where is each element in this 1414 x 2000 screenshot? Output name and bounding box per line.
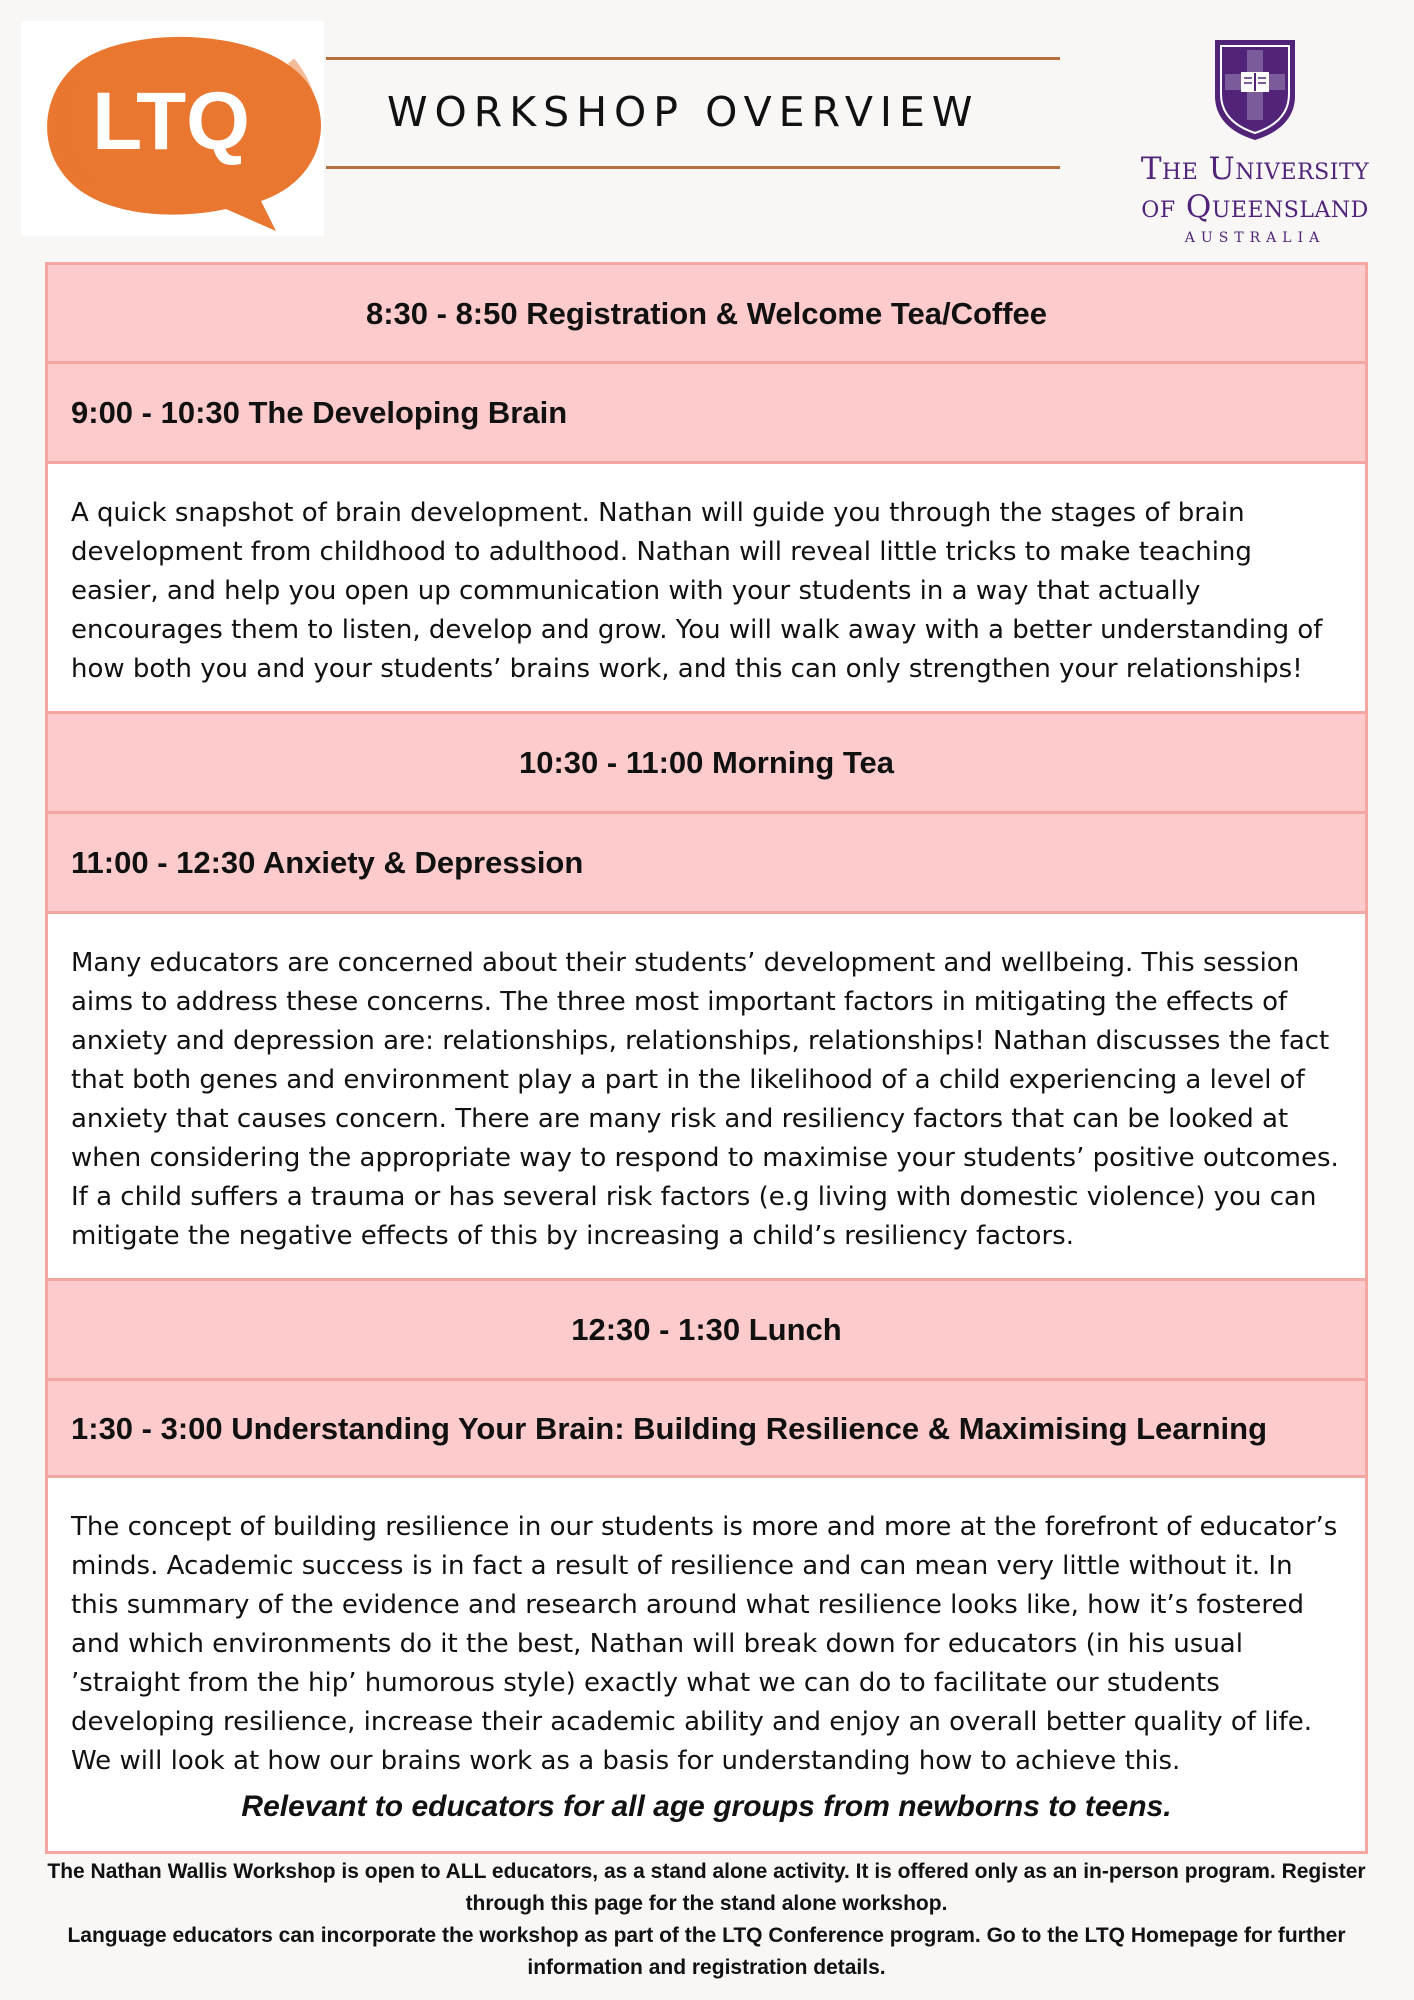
session-title: 1:30 - 3:00 Understanding Your Brain: Building Resilience & Maximising Learning bbox=[71, 1410, 1268, 1446]
uq-crest-icon bbox=[1211, 36, 1299, 142]
uq-name-line2: of Queensland bbox=[1141, 189, 1369, 225]
footer-note bbox=[45, 1856, 1368, 1984]
schedule-row-registration bbox=[48, 265, 1365, 364]
session-title-understanding-brain bbox=[48, 1381, 1365, 1478]
ltq-logo-text: LTQ bbox=[92, 76, 250, 167]
schedule-row-title: 12:30 - 1:30 Lunch bbox=[571, 1312, 842, 1347]
schedule-row-morning-tea bbox=[48, 714, 1365, 814]
uq-country: AUSTRALIA bbox=[1184, 230, 1326, 246]
footer-paragraph-2: Language educators can incorporate the workshop as part of the LTQ Conference program. Go to the LTQ Homepage for further information and registration details. bbox=[67, 1924, 1346, 1979]
header-rule-top bbox=[326, 57, 1060, 60]
schedule-row-lunch bbox=[48, 1281, 1365, 1381]
session-title: 11:00 - 12:30 Anxiety & Depression bbox=[71, 845, 584, 880]
session-description-text: A quick snapshot of brain development. Nathan will guide you through the stages of brain development from childhood to adulthood. Nathan will reveal little tricks to make teaching easier, and help you open up communication with your students in a way that actually encourages them to listen, develop and grow. You will walk away with a better understanding of how both you and your students’ brains work, and this can only strengthen your relationships! bbox=[71, 498, 1323, 684]
relevance-note: Relevant to educators for all age groups from newborns to teens. bbox=[241, 1790, 1172, 1823]
session-description-developing-brain bbox=[48, 464, 1365, 714]
session-description-anxiety-depression bbox=[48, 914, 1365, 1281]
session-description-text: Many educators are concerned about their students’ development and wellbeing. This session aims to address these concerns. The three most important factors in mitigating the effects of anxiety and depression are: relationships, relationships, relationships! Nathan discusses the fact that both genes and environment play a part in the likelihood of a child experiencing a level of anxiety that causes concern. There are many risk and resiliency factors that can be looked at when considering the appropriate way to respond to maximise your students’ positive outcomes. If a child suffers a trauma or has several risk factors (e.g living with domestic violence) you can mitigate the negative effects of this by increasing a child’s resiliency factors. bbox=[71, 948, 1339, 1251]
session-description-understanding-brain bbox=[48, 1478, 1365, 1851]
session-title: 9:00 - 10:30 The Developing Brain bbox=[71, 395, 568, 430]
ltq-speech-bubble-icon bbox=[21, 21, 324, 236]
schedule-table bbox=[45, 262, 1368, 1854]
schedule-row-title: 8:30 - 8:50 Registration & Welcome Tea/Coffee bbox=[365, 295, 1048, 331]
session-title-anxiety-depression bbox=[48, 814, 1365, 914]
schedule-row-title: 10:30 - 11:00 Morning Tea bbox=[519, 745, 894, 780]
uq-logo bbox=[1110, 36, 1400, 256]
page-title: WORKSHOP OVERVIEW bbox=[387, 88, 980, 136]
header-rule-bottom bbox=[326, 166, 1060, 169]
session-title-developing-brain bbox=[48, 364, 1365, 464]
footer-paragraph-1: The Nathan Wallis Workshop is open to ALL educators, as a stand alone activity. It is offered only as an in-person program. Register through this page for the stand alone workshop. bbox=[47, 1860, 1366, 1915]
uq-name-line1: The University bbox=[1140, 151, 1370, 187]
session-description-text: The concept of building resilience in our students is more and more at the forefront of educator’s minds. Academic success is in fact a result of resilience and can mean very little without it. In this summary of the evidence and research around what resilience looks like, how it’s fostered and which environments do it the best, Nathan will break down for educators (in his usual ’straight from the hip’ humorous style) exactly what we can do to facilitate our students developing resilience, increase their academic ability and enjoy an overall better quality of life. We will look at how our brains work as a basis for understanding how to achieve this. bbox=[71, 1512, 1338, 1776]
ltq-logo bbox=[21, 21, 324, 236]
